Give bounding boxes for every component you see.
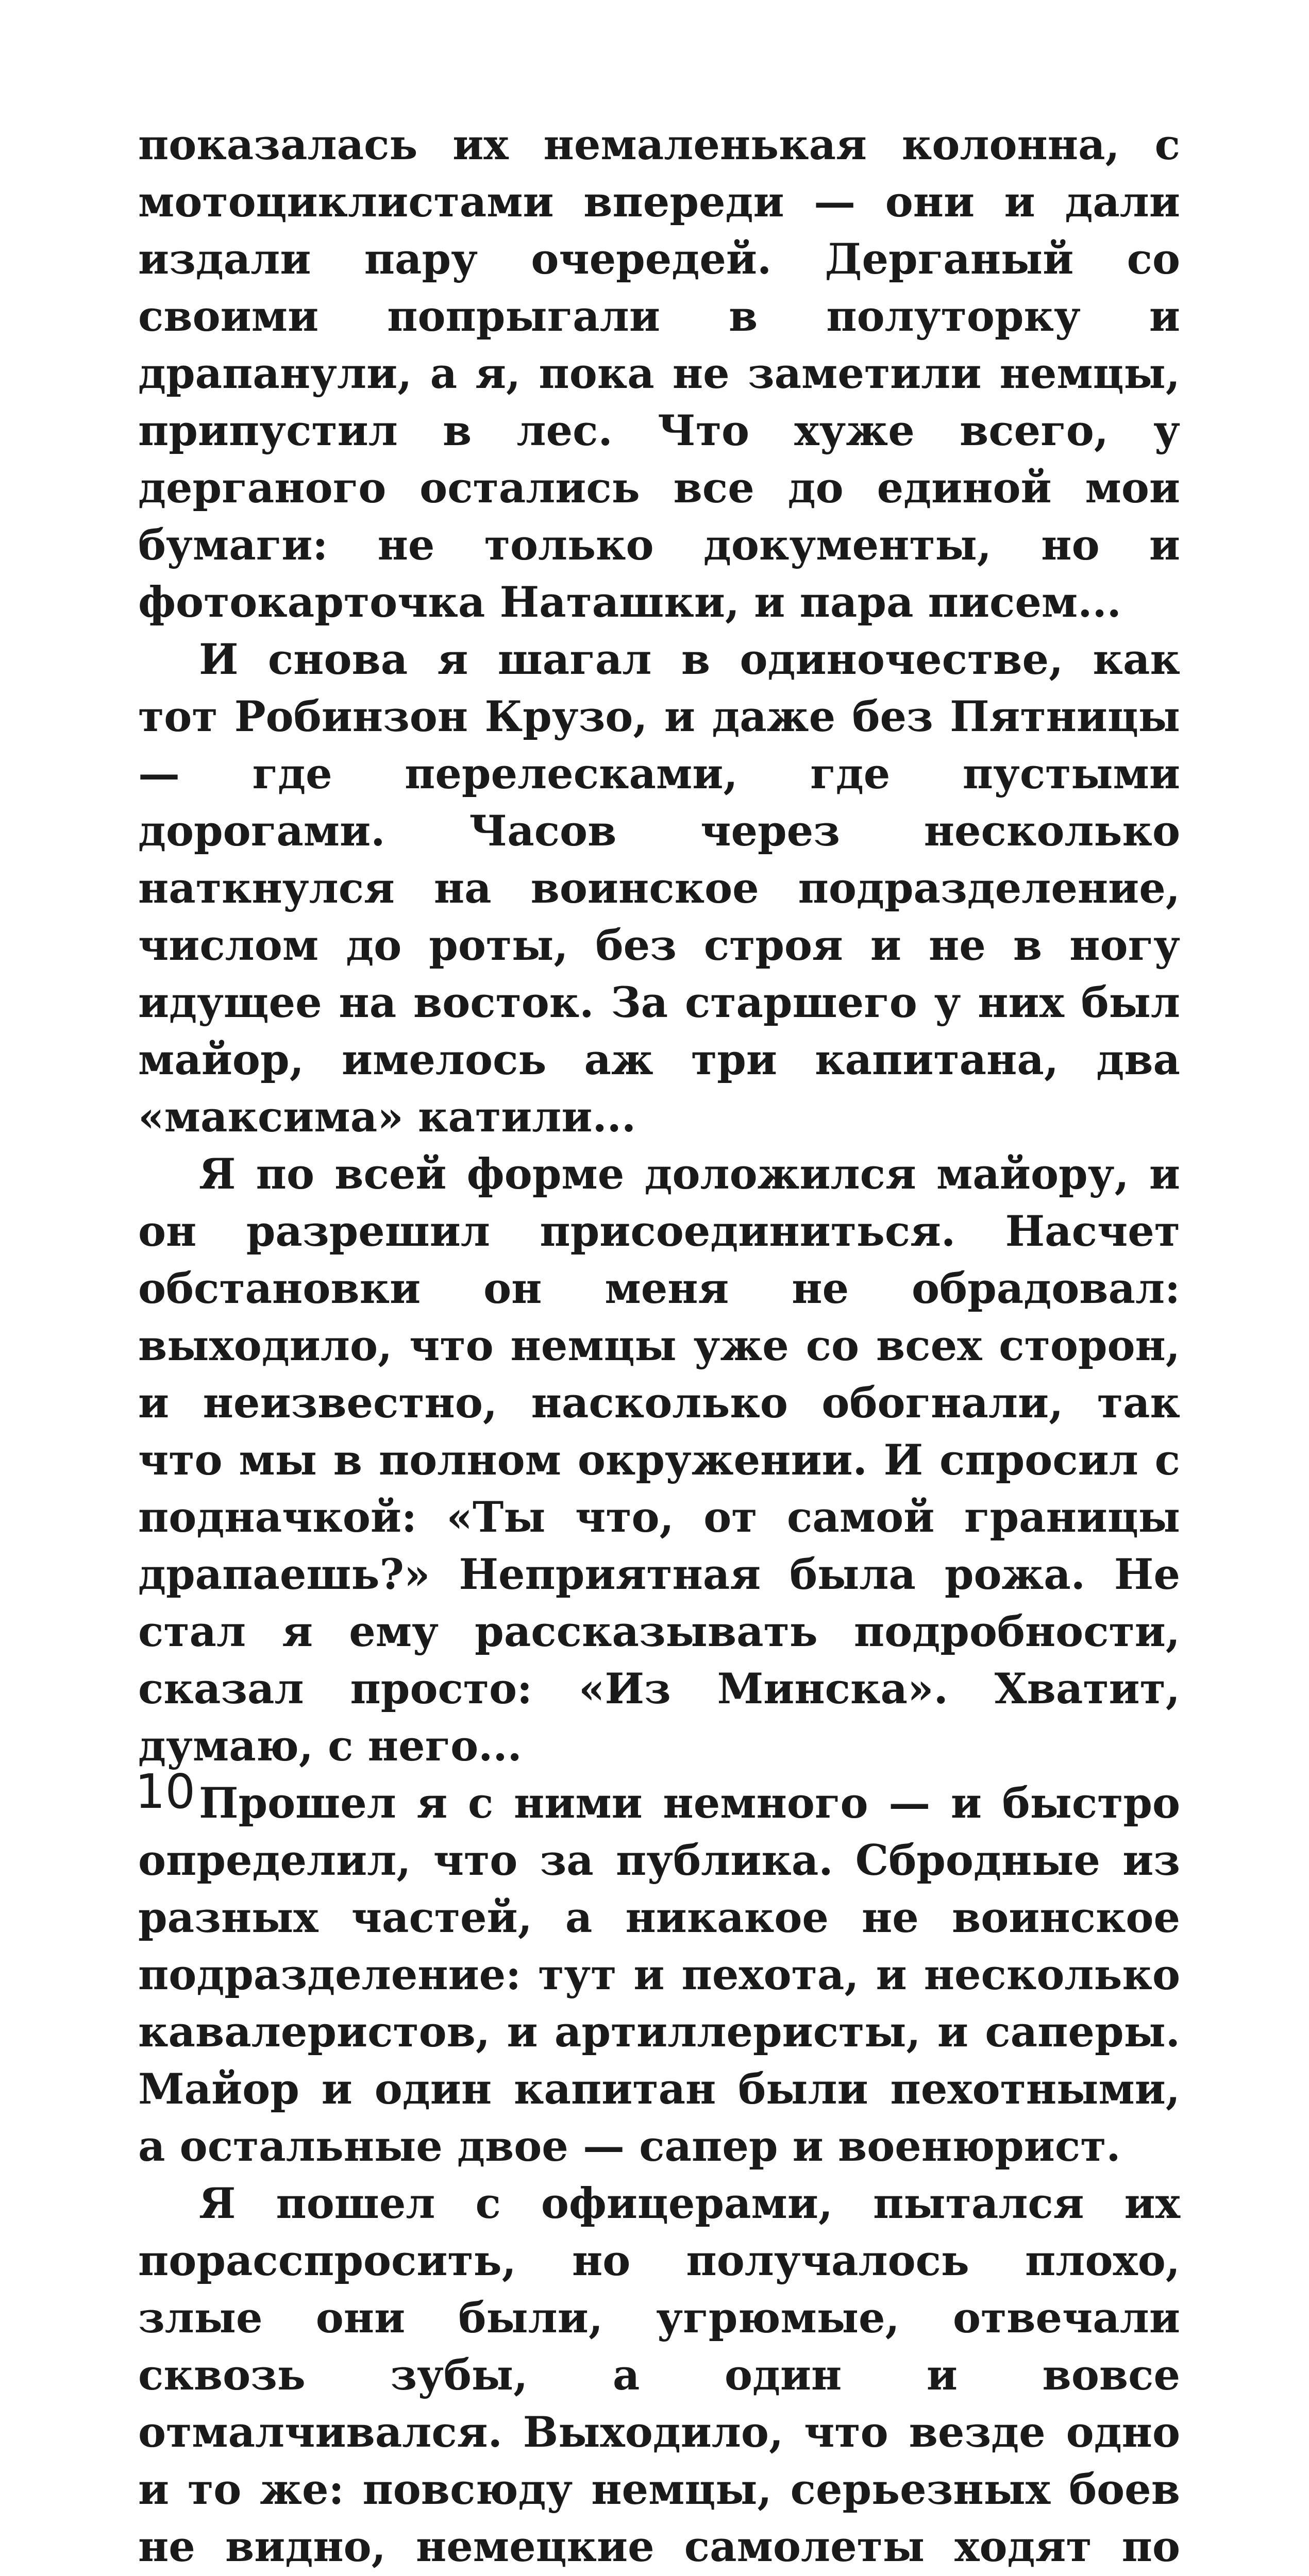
page-text-block (138, 116, 1180, 2576)
paragraph: Я по всей форме доложился майору, и он разрешил присоединиться. Насчет обстановки он меня не обрадовал: выходило, что немцы уже со всех сторон, и неизвестно, насколько обогнали, так что мы в полном окружении. И спросил с подначкой: «Ты что, от самой границы драпаешь?» Неприятная была рожа. Не стал я ему рассказывать подробности, сказал просто: «Из Минска». Хватит, думаю, с него... (138, 1150, 1180, 1771)
page-number: 10 (135, 1764, 196, 1819)
paragraph: Я пошел с офицерами, пытался их порасспросить, но получалось плохо, злые они были, угрюмые, отвечали сквозь зубы, а один и вовсе отмалчивался. Выходило, что везде одно и то же: повсюду немцы, серьезных боев не видно, немецкие самолеты ходят по (138, 2179, 1180, 2571)
paragraph: И снова я шагал в одиночестве, как тот Робинзон Крузо, и даже без Пятницы — где перелесками, где пустыми дорогами. Часов через несколько наткнулся на воинское подразделение, числом до роты, без строя и не в ногу идущее на восток. За старшего у них был майор, имелось аж три капитана, два «максима» катили... (138, 635, 1180, 1142)
paragraph-continuation: показалась их немаленькая колонна, с мотоциклистами впереди — они и дали издали пару очередей. Дерганый со своими попрыгали в полуторку и драпанули, а я, пока не заметили немцы, припустил в лес. Что хуже всего, у дерганого остались все до единой мои бумаги: не только документы, но и фотокарточка Наташки, и пара писем... (138, 121, 1180, 627)
paragraph: Прошел я с ними немного — и быстро определил, что за публика. Сбродные из разных частей, а никакое не воинское подразделение: тут и пехота, и несколько кавалеристов, и артиллеристы, и саперы. Майор и один капитан были пехотными, а остальные двое — сапер и военюрист. (138, 1779, 1180, 2171)
